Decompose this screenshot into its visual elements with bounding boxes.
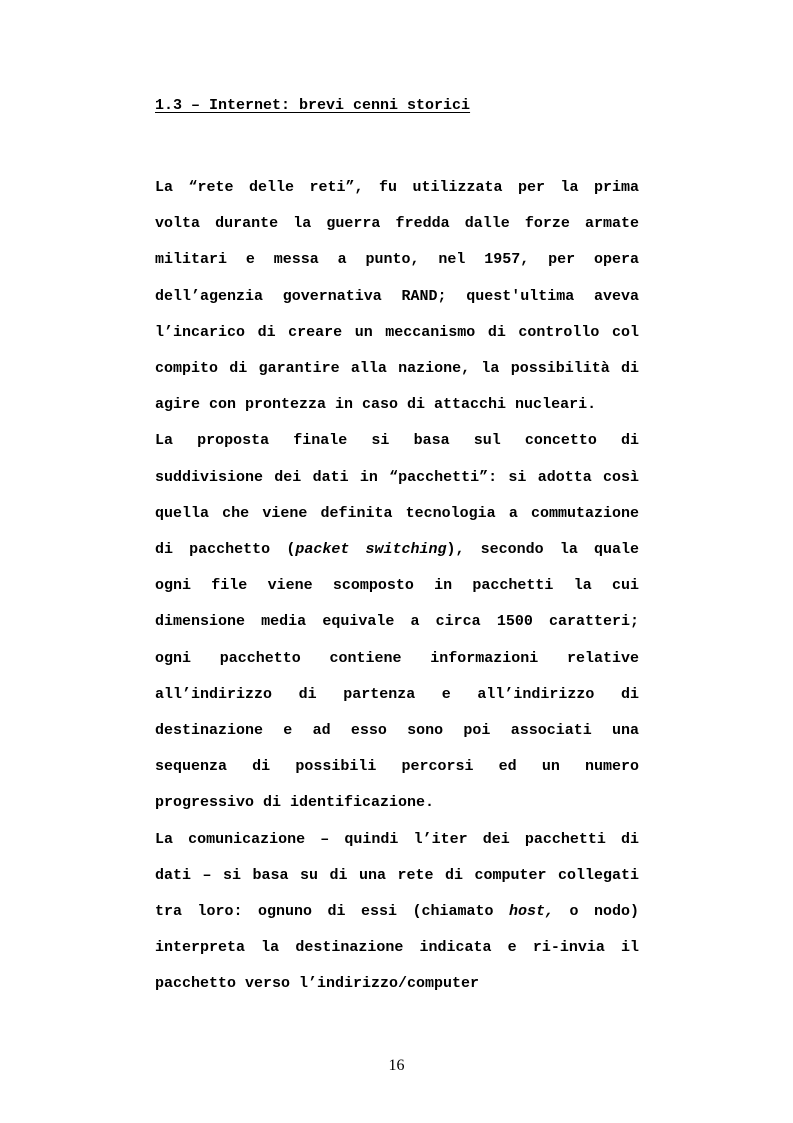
italic-term-packet-switching: packet switching <box>295 541 447 559</box>
body-text <box>155 170 639 1003</box>
paragraph-text: La proposta finale si basa sul concetto di suddivisione dei dati in “pacchetti”: si adotta così quella che viene definita tecnologia a commutazione di pacchetto ( <box>155 432 639 559</box>
paragraph-text: o nodo) interpreta la destinazione indicata e ri-invia il pacchetto verso l’indirizzo/computer <box>155 903 639 993</box>
paragraph-text: La comunicazione – quindi l’iter dei pacchetti di dati – si basa su di una rete di computer collegati tra loro: ognuno di essi (chiamato <box>155 830 639 921</box>
paragraph-rand-origins <box>155 170 639 423</box>
paragraph-text: La “rete delle reti”, fu utilizzata per la prima volta durante la guerra fredda dalle forze armate militari e messa a punto, nel 1957, per opera dell’agenzia governativa RAND; quest'ultima aveva l’incarico di creare un meccanismo di controllo col compito di garantire alla nazione, la possibilità di agire con prontezza in caso di attacchi nucleari. <box>155 179 639 414</box>
paragraph-packet-switching <box>155 423 639 821</box>
paragraph-communication <box>155 822 639 1003</box>
section-heading: 1.3 – Internet: brevi cenni storici <box>155 97 471 114</box>
page-number: 16 <box>388 1057 405 1074</box>
paragraph-text: ), secondo la quale ogni file viene scomposto in pacchetti la cui dimensione media equivale a circa 1500 caratteri; ogni pacchetto contiene informazioni relative all’indirizzo di partenza e all’indirizzo di destinazione e ad esso sono poi associati una sequenza di possibili percorsi ed un numero progressivo di identificazione. <box>155 541 639 812</box>
italic-term-host: host, <box>508 903 554 921</box>
